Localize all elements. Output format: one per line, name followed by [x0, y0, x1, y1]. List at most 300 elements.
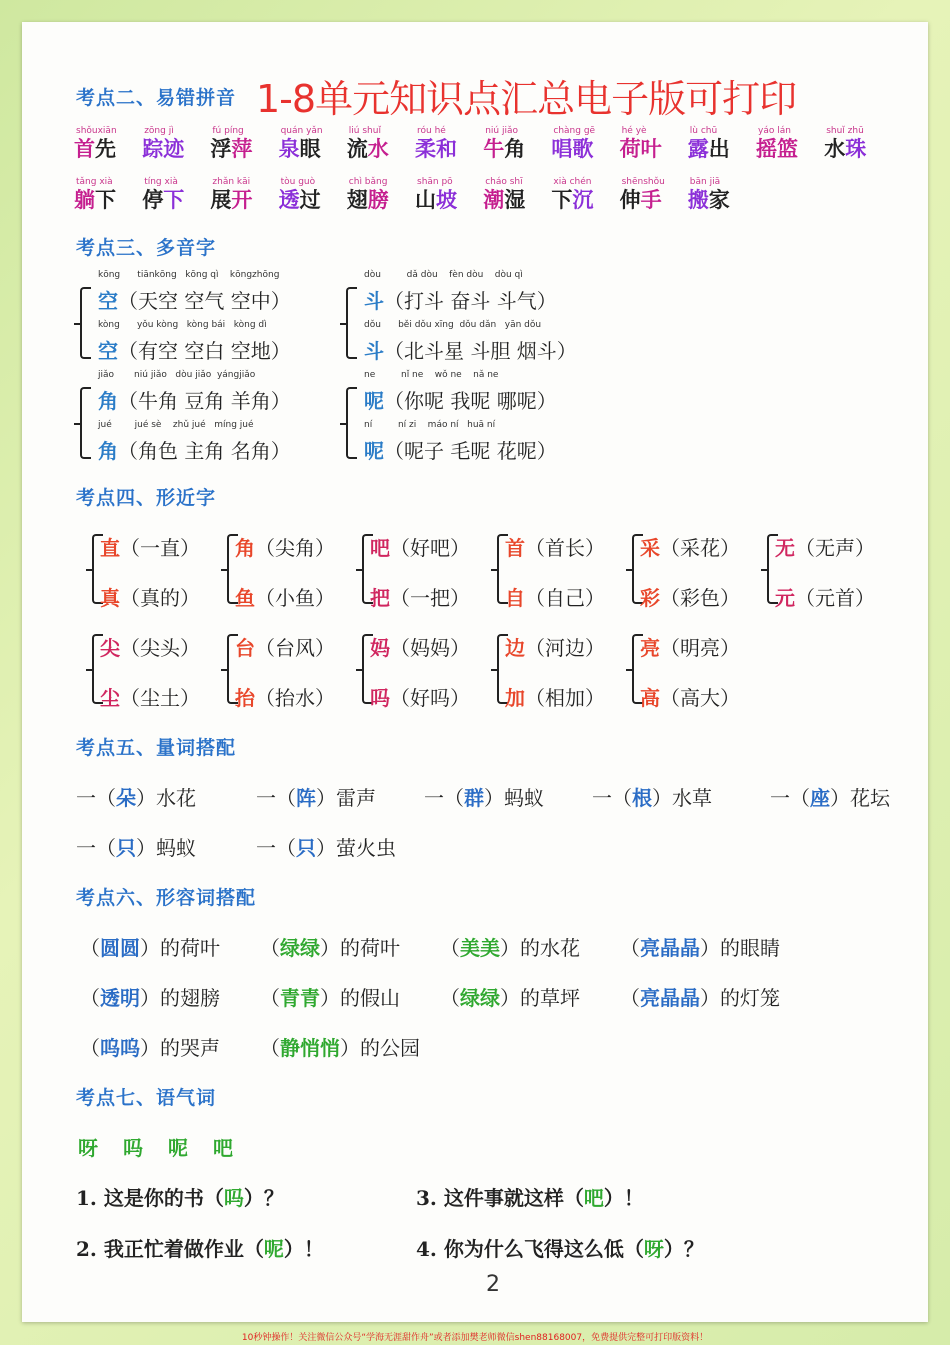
polyphone-words: （牛角 豆角 羊角）	[118, 389, 291, 413]
paren-close: ）	[140, 1036, 160, 1060]
similar-char-line	[235, 632, 335, 661]
similar-char-line	[775, 582, 875, 611]
hanzi-word	[551, 188, 593, 212]
adjective-noun: 的翅膀	[160, 986, 220, 1010]
measure-noun: ）萤火虫	[316, 836, 396, 860]
measure-prefix: 一（	[424, 786, 464, 810]
adjective-item	[440, 982, 580, 1011]
measure-noun: ）蚂蚁	[484, 786, 544, 810]
polyphone-words: （角色 主角 名角）	[118, 439, 291, 463]
sentence-particle: 呀	[643, 1237, 664, 1261]
measure-noun: ）蚂蚁	[136, 836, 196, 860]
hanzi-word	[74, 188, 116, 212]
hanzi-word	[551, 137, 595, 161]
paren-close: ）	[500, 986, 520, 1010]
hanzi-char: 泉	[278, 136, 300, 161]
sentence-end: ）！	[283, 1237, 324, 1261]
hanzi-char: 和	[436, 136, 457, 161]
hanzi-char: 叶	[640, 136, 662, 161]
similar-char-line	[640, 582, 740, 611]
hanzi-char: 先	[95, 136, 116, 161]
similar-char-word: （首长）	[525, 536, 605, 560]
paren-open: （	[80, 1036, 100, 1060]
hanzi-char: 荷	[619, 136, 641, 161]
similar-char: 亮	[640, 636, 660, 660]
similar-char: 台	[235, 636, 255, 660]
similar-char-word: （彩色）	[660, 586, 740, 610]
measure-item	[76, 832, 196, 861]
similar-char-word: （小鱼）	[255, 586, 335, 610]
polyphone-char: 角	[98, 389, 118, 413]
measure-word: 只	[116, 836, 136, 860]
adjective-word: 透明	[100, 986, 140, 1010]
adjective-word: 美美	[460, 936, 500, 960]
sentence-end: ）？	[243, 1186, 284, 1210]
pinyin-word	[279, 176, 321, 212]
sentence-end: ）？	[663, 1237, 704, 1261]
section4-heading: 考点四、形近字	[76, 487, 217, 509]
polyphone-words: （你呢 我呢 哪呢）	[384, 389, 557, 413]
similar-char-line	[640, 532, 740, 561]
similar-char: 尖	[100, 636, 120, 660]
hanzi-char: 珠	[845, 136, 867, 161]
hanzi-word	[210, 188, 252, 212]
adjective-word: 静悄悄	[280, 1036, 340, 1060]
pinyin-text: bān jiā	[689, 177, 721, 187]
paren-open: （	[620, 986, 640, 1010]
adjective-item	[80, 1032, 220, 1061]
similar-char: 吗	[370, 686, 390, 710]
paren-close: ）	[500, 936, 520, 960]
polyphone-line	[364, 420, 557, 464]
hanzi-char: 过	[299, 187, 321, 212]
similar-char-line	[505, 582, 605, 611]
pinyin-word	[688, 125, 730, 161]
similar-char-line	[640, 682, 740, 711]
sentence-particle: 呢	[263, 1237, 284, 1261]
pinyin-word	[620, 125, 662, 161]
paren-close: ）	[140, 936, 160, 960]
similar-char-line	[775, 532, 875, 561]
similar-char-word: （一把）	[390, 586, 470, 610]
similar-char-line	[505, 632, 605, 661]
hanzi-char: 露	[687, 136, 709, 161]
polyphone-words: （北斗星 斗胆 烟斗）	[384, 339, 577, 363]
measure-noun: ）花坛	[830, 786, 890, 810]
paren-close: ）	[320, 986, 340, 1010]
hanzi-word	[415, 188, 457, 212]
sentence-text: 2. 我正忙着做作业（	[76, 1237, 264, 1261]
hanzi-word	[756, 137, 798, 161]
hanzi-word	[824, 137, 866, 161]
similar-char-word: （尖角）	[255, 536, 335, 560]
similar-char: 加	[505, 686, 525, 710]
adjective-word: 绿绿	[280, 936, 320, 960]
similar-char: 边	[505, 636, 525, 660]
modal-particle: 吧	[213, 1136, 233, 1160]
pinyin-word	[688, 176, 730, 212]
hanzi-char: 沉	[572, 187, 594, 212]
page-title: 1-8单元知识点汇总电子版可打印	[256, 77, 797, 121]
pinyin-word	[415, 125, 457, 161]
pinyin-text: zōng jì	[144, 126, 174, 136]
polyphone-char: 呢	[364, 389, 384, 413]
paren-open: （	[440, 986, 460, 1010]
hanzi-char: 唱	[551, 136, 573, 161]
paren-close: ）	[700, 936, 720, 960]
group-bracket	[80, 387, 91, 459]
pinyin-text: tíng xià	[144, 177, 178, 187]
similar-char: 吧	[370, 536, 390, 560]
sentence-particle: 吧	[583, 1186, 604, 1210]
hanzi-char: 流	[346, 136, 368, 161]
polyphone-char: 斗	[364, 289, 384, 313]
polyphone-words: （有空 空白 空地）	[118, 339, 291, 363]
polyphone-pinyin: ní ní zi máo ní huā ní	[364, 420, 496, 430]
similar-char-word: （真的）	[120, 586, 200, 610]
paren-open: （	[80, 986, 100, 1010]
measure-noun: ）雷声	[316, 786, 376, 810]
similar-char-word: （尖头）	[120, 636, 200, 660]
similar-char-line	[370, 532, 470, 561]
hanzi-char: 出	[708, 136, 730, 161]
modal-sentence	[76, 1182, 284, 1211]
polyphone-pinyin: jiǎo niú jiǎo dòu jiǎo yángjiǎo	[98, 370, 256, 380]
measure-noun: ）水花	[136, 786, 196, 810]
modal-particle: 呢	[168, 1136, 188, 1160]
paren-open: （	[260, 936, 280, 960]
hanzi-word	[279, 137, 323, 161]
adjective-item	[80, 932, 220, 961]
similar-char-word: （好吧）	[390, 536, 470, 560]
adjective-item	[620, 982, 780, 1011]
pinyin-word	[756, 125, 798, 161]
hanzi-word	[483, 188, 525, 212]
polyphone-words: （打斗 奋斗 斗气）	[384, 289, 557, 313]
adjective-noun: 的眼睛	[720, 936, 780, 960]
pinyin-text: fú píng	[212, 126, 244, 136]
pinyin-word	[74, 176, 116, 212]
polyphone-words: （呢子 毛呢 花呢）	[384, 439, 557, 463]
polyphone-char: 空	[98, 339, 118, 363]
hanzi-word	[347, 188, 389, 212]
similar-char: 自	[505, 586, 525, 610]
section2-heading: 考点二、易错拼音	[76, 87, 237, 109]
hanzi-char: 首	[74, 136, 95, 161]
hanzi-word	[210, 137, 252, 161]
measure-item	[592, 782, 712, 811]
similar-char-line	[100, 582, 200, 611]
similar-char-word: （明亮）	[660, 636, 740, 660]
adjective-noun: 的水花	[520, 936, 580, 960]
similar-char-line	[235, 532, 335, 561]
pinyin-text: shǒuxiān	[76, 126, 117, 136]
adjective-word: 亮晶晶	[640, 936, 700, 960]
pinyin-word	[210, 125, 252, 161]
adjective-item	[620, 932, 780, 961]
pinyin-text: chàng gē	[553, 126, 596, 136]
adjective-word: 圆圆	[100, 936, 140, 960]
similar-char-word: （河边）	[525, 636, 605, 660]
pinyin-word	[620, 176, 665, 212]
modal-particle: 吗	[123, 1136, 143, 1160]
paren-open: （	[440, 936, 460, 960]
similar-char: 鱼	[235, 586, 255, 610]
similar-char-line	[370, 682, 470, 711]
group-bracket	[346, 287, 357, 359]
hanzi-char: 下	[551, 187, 573, 212]
similar-char-line	[100, 632, 200, 661]
measure-word: 只	[296, 836, 316, 860]
measure-prefix: 一（	[770, 786, 810, 810]
polyphone-pinyin: kōng tiānkōng kōng qì kōngzhōng	[98, 270, 280, 280]
hanzi-char: 家	[708, 187, 730, 212]
pinyin-text: yáo lán	[758, 126, 791, 136]
pinyin-text: shēnshǒu	[621, 177, 665, 187]
adjective-item	[260, 982, 400, 1011]
measure-item	[256, 782, 376, 811]
similar-char: 元	[775, 586, 795, 610]
sentence-text: 4. 你为什么飞得这么低（	[416, 1237, 644, 1261]
similar-char-word: （元首）	[795, 586, 875, 610]
hanzi-char: 坡	[436, 187, 457, 212]
similar-char-line	[100, 532, 200, 561]
hanzi-word	[347, 137, 389, 161]
pinyin-word	[347, 176, 389, 212]
similar-char-word: （自己）	[525, 586, 605, 610]
hanzi-char: 停	[142, 187, 164, 212]
polyphone-pinyin: dǒu běi dǒu xīng dǒu dǎn yān dǒu	[364, 320, 542, 330]
paren-close: ）	[700, 986, 720, 1010]
pinyin-text: hé yè	[621, 126, 647, 136]
adjective-item	[260, 932, 400, 961]
measure-word: 根	[632, 786, 652, 810]
hanzi-char: 下	[163, 187, 185, 212]
hanzi-char: 眼	[299, 136, 321, 161]
section5-heading: 考点五、量词搭配	[76, 737, 237, 759]
adjective-word: 亮晶晶	[640, 986, 700, 1010]
pinyin-text: tǎng xià	[76, 177, 113, 187]
hanzi-char: 柔	[415, 136, 436, 161]
similar-char-word: （台风）	[255, 636, 335, 660]
adjective-noun: 的假山	[340, 986, 400, 1010]
hanzi-word	[620, 137, 662, 161]
similar-char-line	[505, 532, 605, 561]
group-bracket	[346, 387, 357, 459]
pinyin-text: chì bǎng	[348, 177, 388, 187]
measure-word: 朵	[116, 786, 136, 810]
hanzi-char: 展	[210, 187, 232, 212]
modal-sentence	[416, 1182, 644, 1211]
similar-char: 妈	[370, 636, 390, 660]
similar-char-word: （一直）	[120, 536, 200, 560]
pinyin-word	[142, 176, 184, 212]
pinyin-word	[347, 125, 389, 161]
hanzi-char: 迹	[163, 136, 185, 161]
hanzi-word	[74, 137, 117, 161]
sentence-end: ）！	[603, 1186, 644, 1210]
similar-char-word: （尘土）	[120, 686, 200, 710]
adjective-word: 青青	[280, 986, 320, 1010]
pinyin-word	[210, 176, 252, 212]
polyphone-char: 角	[98, 439, 118, 463]
hanzi-char: 潮	[483, 187, 505, 212]
measure-word: 座	[810, 786, 830, 810]
paren-close: ）	[320, 936, 340, 960]
measure-item	[256, 832, 396, 861]
hanzi-char: 山	[415, 187, 436, 212]
hanzi-char: 湿	[504, 187, 526, 212]
hanzi-word	[688, 188, 730, 212]
polyphone-pinyin: jué jué sè zhǔ jué míng jué	[98, 420, 254, 430]
pinyin-text: niú jiǎo	[485, 126, 518, 136]
adjective-item	[260, 1032, 420, 1061]
polyphone-char: 空	[98, 289, 118, 313]
pinyin-text: shān pō	[417, 177, 453, 187]
similar-char: 抬	[235, 686, 255, 710]
pinyin-word	[824, 125, 866, 161]
measure-noun: ）水草	[652, 786, 712, 810]
hanzi-word	[688, 137, 730, 161]
similar-char: 直	[100, 536, 120, 560]
polyphone-line	[98, 370, 291, 414]
similar-char-line	[235, 682, 335, 711]
pinyin-text: róu hé	[417, 126, 446, 136]
pinyin-text: xià chén	[553, 177, 592, 187]
pinyin-text: lù chū	[689, 126, 718, 136]
similar-char-line	[370, 582, 470, 611]
polyphone-char: 斗	[364, 339, 384, 363]
measure-item	[770, 782, 890, 811]
similar-char-word: （相加）	[525, 686, 605, 710]
pinyin-word	[74, 125, 117, 161]
similar-char: 把	[370, 586, 390, 610]
polyphone-line	[364, 370, 557, 414]
hanzi-char: 萍	[231, 136, 253, 161]
similar-char-word: （采花）	[660, 536, 740, 560]
pinyin-text: shuǐ zhū	[826, 126, 864, 136]
hanzi-char: 透	[278, 187, 300, 212]
hanzi-word	[142, 188, 184, 212]
adjective-noun: 的荷叶	[160, 936, 220, 960]
polyphone-line	[98, 420, 291, 464]
page-number: 2	[486, 1272, 500, 1297]
group-bracket	[80, 287, 91, 359]
measure-prefix: 一（	[256, 836, 296, 860]
similar-char: 首	[505, 536, 525, 560]
paren-open: （	[620, 936, 640, 960]
pinyin-word	[551, 176, 593, 212]
pinyin-word	[415, 176, 457, 212]
pinyin-text: quán yǎn	[280, 126, 323, 136]
similar-char: 高	[640, 686, 660, 710]
measure-prefix: 一（	[76, 836, 116, 860]
pinyin-word	[551, 125, 595, 161]
polyphone-line	[364, 320, 577, 364]
measure-word: 群	[464, 786, 484, 810]
hanzi-char: 摇	[756, 136, 777, 161]
hanzi-char: 翅	[346, 187, 368, 212]
hanzi-char: 角	[504, 136, 526, 161]
sentence-particle: 吗	[223, 1186, 244, 1210]
similar-char: 彩	[640, 586, 660, 610]
hanzi-char: 下	[95, 187, 116, 212]
modal-sentence	[76, 1233, 324, 1262]
hanzi-char: 伸	[619, 187, 641, 212]
pinyin-text: tòu guò	[280, 177, 316, 187]
hanzi-word	[620, 188, 665, 212]
hanzi-char: 膀	[367, 187, 389, 212]
section6-heading: 考点六、形容词搭配	[76, 887, 257, 909]
worksheet-page	[22, 22, 928, 1322]
footer-notice: 10秒钟操作！关注微信公众号“学海无涯甜作舟”或者添加樊老师微信shen88168007，免费提供完整可打印版资料！	[241, 1333, 709, 1343]
adjective-noun: 的草坪	[520, 986, 580, 1010]
hanzi-word	[142, 137, 184, 161]
paren-close: ）	[340, 1036, 360, 1060]
adjective-noun: 的荷叶	[340, 936, 400, 960]
section7-heading: 考点七、语气词	[76, 1087, 217, 1109]
pinyin-text: cháo shī	[485, 177, 523, 187]
similar-char-line	[640, 632, 740, 661]
similar-char: 尘	[100, 686, 120, 710]
adjective-noun: 的灯笼	[720, 986, 780, 1010]
adjective-word: 呜呜	[100, 1036, 140, 1060]
similar-char: 无	[775, 536, 795, 560]
polyphone-char: 呢	[364, 439, 384, 463]
hanzi-char: 手	[640, 187, 662, 212]
pinyin-word	[142, 125, 184, 161]
measure-item	[424, 782, 544, 811]
hanzi-char: 浮	[210, 136, 232, 161]
pinyin-word	[483, 176, 525, 212]
measure-prefix: 一（	[256, 786, 296, 810]
hanzi-char: 歌	[572, 136, 594, 161]
pinyin-text: zhǎn kāi	[212, 177, 251, 187]
adjective-item	[80, 982, 220, 1011]
similar-char-word: （高大）	[660, 686, 740, 710]
pinyin-word	[279, 125, 323, 161]
polyphone-line	[98, 270, 291, 314]
similar-char-word: （妈妈）	[390, 636, 470, 660]
polyphone-pinyin: dòu dǎ dòu fèn dòu dòu qì	[364, 270, 523, 280]
similar-char: 采	[640, 536, 660, 560]
similar-char-word: （抬水）	[255, 686, 335, 710]
hanzi-char: 牛	[483, 136, 505, 161]
hanzi-char: 搬	[687, 187, 709, 212]
hanzi-char: 水	[367, 136, 389, 161]
measure-item	[76, 782, 196, 811]
hanzi-word	[279, 188, 321, 212]
hanzi-char: 水	[824, 136, 846, 161]
section3-heading: 考点三、多音字	[76, 237, 217, 259]
adjective-word: 绿绿	[460, 986, 500, 1010]
pinyin-text: liú shuǐ	[348, 126, 381, 136]
paren-close: ）	[140, 986, 160, 1010]
adjective-item	[440, 932, 580, 961]
hanzi-char: 开	[231, 187, 253, 212]
hanzi-char: 踪	[142, 136, 164, 161]
polyphone-pinyin: ne nǐ ne wǒ ne nǎ ne	[364, 370, 499, 380]
paren-open: （	[260, 1036, 280, 1060]
similar-char-word: （无声）	[795, 536, 875, 560]
hanzi-char: 篮	[777, 136, 798, 161]
polyphone-line	[98, 320, 291, 364]
measure-word: 阵	[296, 786, 316, 810]
similar-char-line	[370, 632, 470, 661]
similar-char: 真	[100, 586, 120, 610]
pinyin-word	[483, 125, 525, 161]
measure-prefix: 一（	[592, 786, 632, 810]
